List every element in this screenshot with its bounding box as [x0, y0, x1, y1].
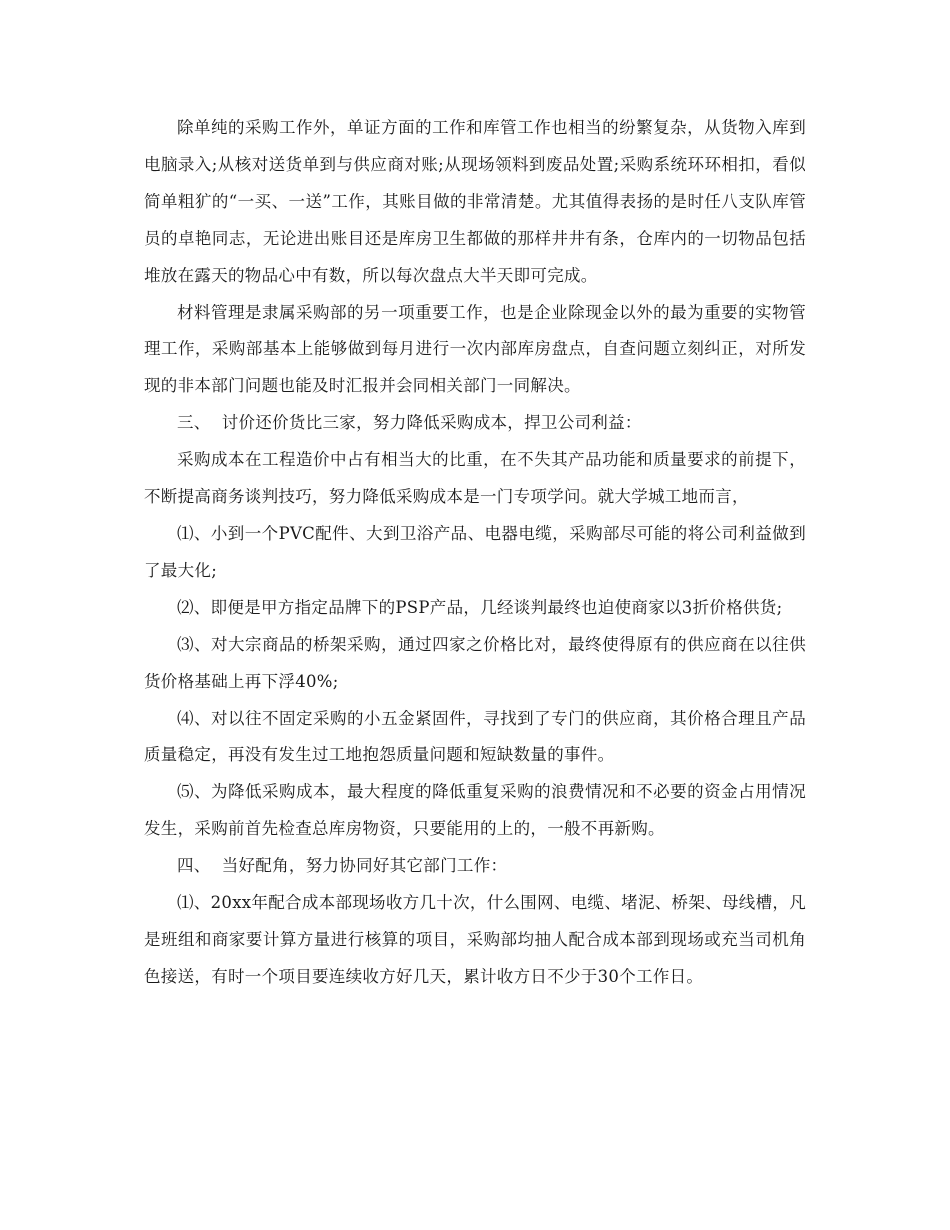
section-heading-four: 四、 当好配角，努力协同好其它部门工作： [177, 856, 508, 876]
paragraph-materials-management: 材料管理是隶属采购部的另一项重要工作，也是企业除现金以外的最为重要的实物管理工作，采购部基本上能够做到每月进行一次内部库房盘点，自查问题立刻纠正，对所发现的非本部门问题也能及时汇报并会同相关部门一同解决。 [144, 302, 806, 396]
document-body [144, 110, 806, 996]
paragraph-warehouse-paperwork: 除单纯的采购工作外，单证方面的工作和库管工作也相当的纷繁复杂，从货物入库到电脑录入;从核对送货单到与供应商对账;从现场领料到废品处置;采购系统环环相扣，看似简单粗犷的“一买、一送”工作，其账目做的非常清楚。尤其值得表扬的是时任八支队库管员的卓艳同志，无论进出账目还是库房卫生都做的那样井井有条，仓库内的一切物品包括堆放在露天的物品心中有数，所以每次盘点大半天即可完成。 [144, 118, 806, 285]
list-item-1: ⑴、小到一个PVC配件、大到卫浴产品、电器电缆，采购部尽可能的将公司利益做到了最大化; [144, 523, 806, 580]
section-heading-three: 三、 讨价还价货比三家，努力降低采购成本，捍卫公司利益： [177, 413, 642, 433]
list-item-cooperation-1: ⑴、20xx年配合成本部现场收方几十次，什么围网、电缆、堵泥、桥架、母线槽，凡是班组和商家要计算方量进行核算的项目，采购部均抽人配合成本部到现场或充当司机角色接送，有时一个项目要连续收方好几天，累计收方日不少于30个工作日。 [144, 893, 806, 986]
paragraph-procurement-cost: 采购成本在工程造价中占有相当大的比重，在不失其产品功能和质量要求的前提下，不断提高商务谈判技巧，努力降低采购成本是一门专项学问。就大学城工地而言， [144, 450, 806, 507]
list-item-3: ⑶、对大宗商品的桥架采购，通过四家之价格比对，最终使得原有的供应商在以往供货价格基础上再下浮40%; [144, 634, 806, 691]
list-item-4: ⑷、对以往不固定采购的小五金紧固件，寻找到了专门的供应商，其价格合理且产品质量稳定，再没有发生过工地抱怨质量问题和短缺数量的事件。 [144, 708, 806, 765]
list-item-2: ⑵、即便是甲方指定品牌下的PSP产品，几经谈判最终也迫使商家以3折价格供货; [177, 597, 783, 617]
list-item-5: ⑸、为降低采购成本，最大程度的降低重复采购的浪费情况和不必要的资金占用情况发生，采购前首先检查总库房物资，只要能用的上的，一般不再新购。 [144, 782, 806, 839]
